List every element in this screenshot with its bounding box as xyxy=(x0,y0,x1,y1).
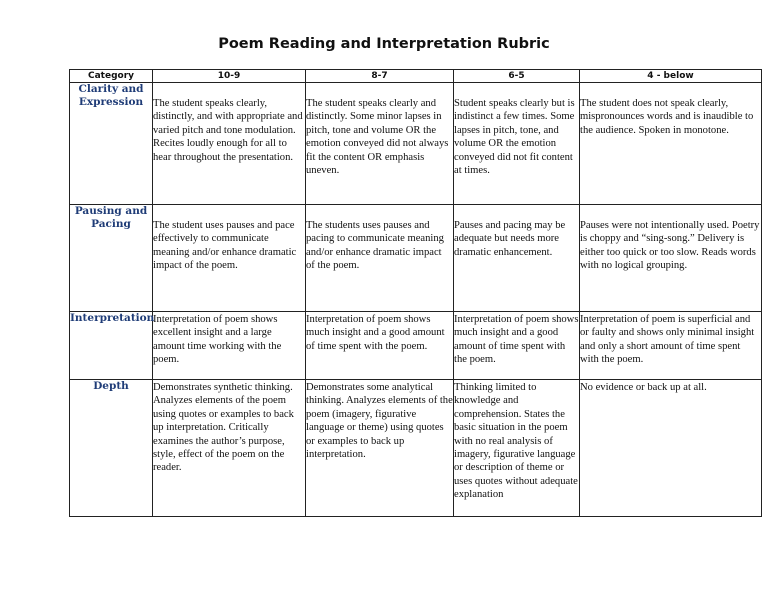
category-depth: Depth xyxy=(70,380,153,517)
table-row xyxy=(70,205,762,312)
rubric-cell: Demonstrates some analytical thinking. Analyzes elements of the poem (imagery, figurative language or theme) using quotes or examples to back up interpretation. xyxy=(306,380,454,517)
rubric-cell: Student speaks clearly but is indistinct a few times. Some lapses in pitch, tone, and volume OR the emotion conveyed did not fit content at times. xyxy=(454,83,580,205)
rubric-cell: No evidence or back up at all. xyxy=(580,380,762,517)
header-category: Category xyxy=(70,70,153,83)
category-pausing-pacing: Pausing and Pacing xyxy=(70,205,153,312)
rubric-cell: The student speaks clearly and distinctly. Some minor lapses in pitch, tone and volume OR the emotion conveyed did not always fit the content OR emphasis uneven. xyxy=(306,83,454,205)
table-row xyxy=(70,83,762,205)
rubric-cell: The student does not speak clearly, mispronounces words and is inaudible to the audience. Spoken in monotone. xyxy=(580,83,762,205)
rubric-cell: Demonstrates synthetic thinking. Analyzes elements of the poem using quotes or examples to back up interpretation. Critically examines the author’s purpose, style, effect of the poem on the reader. xyxy=(153,380,306,517)
header-score-10-9: 10-9 xyxy=(153,70,306,83)
category-clarity-expression: Clarity and Expression xyxy=(70,83,153,205)
rubric-cell: The students uses pauses and pacing to communicate meaning and/or enhance dramatic impact of the poem. xyxy=(306,205,454,312)
category-interpretation: Interpretation xyxy=(70,312,153,380)
rubric-cell: Interpretation of poem shows excellent insight and a large amount time working with the poem. xyxy=(153,312,306,380)
rubric-cell: Thinking limited to knowledge and comprehension. States the basic situation in the poem with no real analysis of imagery, figurative language or description of theme or uses quotes without adequate explanation xyxy=(454,380,580,517)
document-title: Poem Reading and Interpretation Rubric xyxy=(218,36,550,52)
table-row xyxy=(70,380,762,517)
header-row xyxy=(70,70,762,83)
header-score-4-below: 4 - below xyxy=(580,70,762,83)
rubric-cell: The student uses pauses and pace effectively to communicate meaning and/or enhance dramatic impact of the poem. xyxy=(153,205,306,312)
table-row xyxy=(70,312,762,380)
rubric-cell: Interpretation of poem shows much insight and a good amount of time spent with the poem. xyxy=(306,312,454,380)
header-score-8-7: 8-7 xyxy=(306,70,454,83)
rubric-cell: Pauses were not intentionally used. Poetry is choppy and “sing-song.” Delivery is either too quick or too slow. Reads words with no logical grouping. xyxy=(580,205,762,312)
rubric-table xyxy=(69,69,762,517)
header-score-6-5: 6-5 xyxy=(454,70,580,83)
rubric-cell: The student speaks clearly, distinctly, and with appropriate and varied pitch and tone modulation. Recites loudly enough for all to hear throughout the presentation. xyxy=(153,83,306,205)
rubric-cell: Interpretation of poem is superficial and or faulty and shows only minimal insight and only a short amount of time spent with the poem. xyxy=(580,312,762,380)
rubric-cell: Interpretation of poem shows much insight and a good amount of time spent with the poem. xyxy=(454,312,580,380)
rubric-cell: Pauses and pacing may be adequate but needs more dramatic enhancement. xyxy=(454,205,580,312)
